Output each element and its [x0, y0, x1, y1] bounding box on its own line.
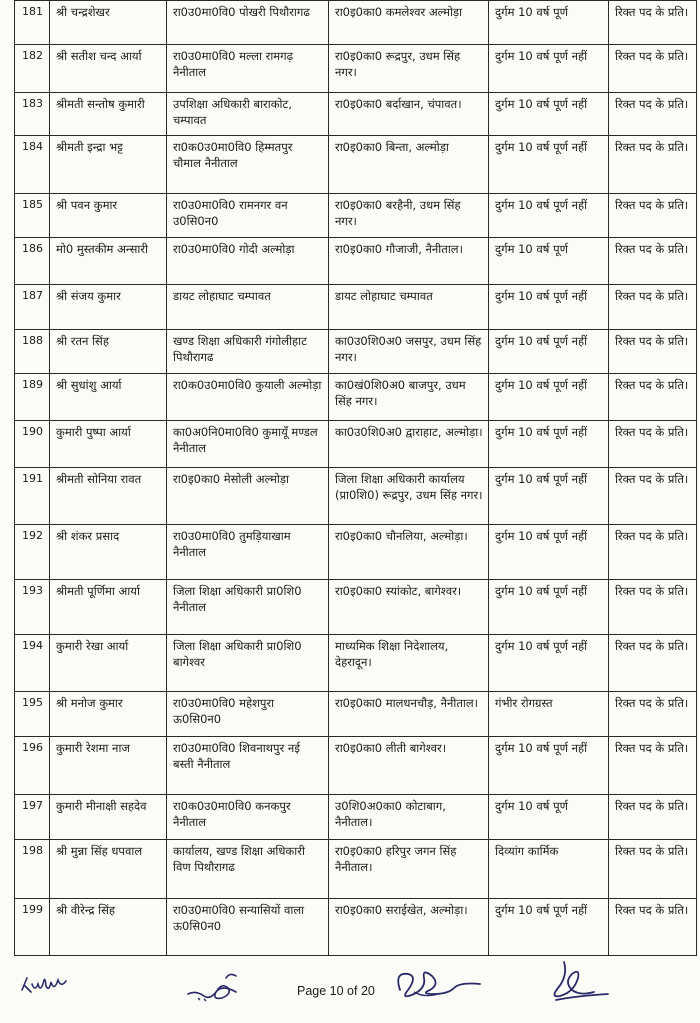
current-posting: उपशिक्षा अधिकारी बाराकोट, चम्पावत [167, 93, 329, 136]
transfer-reason: दुर्गम 10 वर्ष पूर्ण [489, 238, 609, 285]
new-posting: रा0इ0का0 सराईखेत, अल्मोड़ा। [329, 899, 489, 956]
serial-number: 197 [15, 795, 50, 840]
remark: रिक्त पद के प्रति। [609, 136, 697, 194]
current-posting: जिला शिक्षा अधिकारी प्रा0शि0 बागेश्वर [167, 635, 329, 692]
employee-name: श्री संजय कुमार [50, 285, 167, 330]
transfer-reason: दुर्गम 10 वर्ष पूर्ण [489, 795, 609, 840]
transfer-reason: दुर्गम 10 वर्ष पूर्ण नहीं [489, 45, 609, 93]
transfer-reason: दुर्गम 10 वर्ष पूर्ण नहीं [489, 737, 609, 795]
remark: रिक्त पद के प्रति। [609, 468, 697, 525]
transfer-reason: दुर्गम 10 वर्ष पूर्ण नहीं [489, 93, 609, 136]
new-posting: रा0इ0का0 बरहैनी, उधम सिंह नगर। [329, 194, 489, 238]
transfer-reason: दुर्गम 10 वर्ष पूर्ण नहीं [489, 330, 609, 374]
remark: रिक्त पद के प्रति। [609, 194, 697, 238]
employee-name: कुमारी रेखा आर्या [50, 635, 167, 692]
remark: रिक्त पद के प्रति। [609, 45, 697, 93]
current-posting: का0अ0नि0मा0वि0 कुमायूँ मण्डल नैनीताल [167, 421, 329, 468]
employee-name: श्री सतीश चन्द आर्या [50, 45, 167, 93]
table-row [15, 468, 697, 525]
serial-number: 199 [15, 899, 50, 956]
signature-mid-right [392, 962, 484, 1006]
remark: रिक्त पद के प्रति। [609, 795, 697, 840]
employee-name: श्रीमती सोनिया रावत [50, 468, 167, 525]
new-posting: का0उ0शि0अ0 द्वाराहाट, अल्मोड़ा। [329, 421, 489, 468]
new-posting: रा0इ0का0 गौजाजी, नैनीताल। [329, 238, 489, 285]
table-row [15, 840, 697, 899]
table-row [15, 1, 697, 45]
current-posting: रा0उ0मा0वि0 पोखरी पिथौरागढ [167, 1, 329, 45]
new-posting: रा0इ0का0 मालधनचौड़, नैनीताल। [329, 692, 489, 737]
current-posting: रा0क0उ0मा0वि0 हिम्मतपुर चौमाल नैनीताल [167, 136, 329, 194]
table-row [15, 374, 697, 421]
new-posting: रा0इ0का0 स्यांकोट, बागेश्वर। [329, 580, 489, 635]
serial-number: 194 [15, 635, 50, 692]
serial-number: 187 [15, 285, 50, 330]
remark: रिक्त पद के प्रति। [609, 692, 697, 737]
new-posting: डायट लोहाघाट चम्पावत [329, 285, 489, 330]
transfer-reason: दिव्यांग कार्मिक [489, 840, 609, 899]
current-posting: कार्यालय, खण्ड शिक्षा अधिकारी विण पिथौरागढ [167, 840, 329, 899]
page-number: Page 10 of 20 [297, 984, 375, 998]
transfer-reason: दुर्गम 10 वर्ष पूर्ण नहीं [489, 525, 609, 580]
new-posting: रा0इ0का0 बिन्ता, अल्मोड़ा [329, 136, 489, 194]
employee-name: श्री वीरेन्द्र सिंह [50, 899, 167, 956]
serial-number: 196 [15, 737, 50, 795]
remark: रिक्त पद के प्रति। [609, 285, 697, 330]
table-row [15, 525, 697, 580]
serial-number: 198 [15, 840, 50, 899]
serial-number: 184 [15, 136, 50, 194]
transfer-reason: दुर्गम 10 वर्ष पूर्ण नहीं [489, 285, 609, 330]
current-posting: रा0उ0मा0वि0 रामनगर वन उ0सि0न0 [167, 194, 329, 238]
employee-name: श्री पवन कुमार [50, 194, 167, 238]
remark: रिक्त पद के प्रति। [609, 330, 697, 374]
table-row [15, 136, 697, 194]
table-row [15, 285, 697, 330]
employee-name: श्रीमती इन्द्रा भट्ट [50, 136, 167, 194]
employee-name: श्री मनोज कुमार [50, 692, 167, 737]
new-posting: का0उ0शि0अ0 जसपुर, उधम सिंह नगर। [329, 330, 489, 374]
employee-name: श्री शंकर प्रसाद [50, 525, 167, 580]
employee-name: श्री चन्द्रशेखर [50, 1, 167, 45]
employee-name: कुमारी पुष्पा आर्या [50, 421, 167, 468]
remark: रिक्त पद के प्रति। [609, 525, 697, 580]
current-posting: रा0उ0मा0वि0 सन्यासियों वाला ऊ0सि0न0 [167, 899, 329, 956]
remark: रिक्त पद के प्रति। [609, 1, 697, 45]
transfer-reason: दुर्गम 10 वर्ष पूर्ण नहीं [489, 468, 609, 525]
table-row [15, 330, 697, 374]
serial-number: 188 [15, 330, 50, 374]
remark: रिक्त पद के प्रति। [609, 238, 697, 285]
table-row [15, 45, 697, 93]
serial-number: 189 [15, 374, 50, 421]
current-posting: रा0क0उ0मा0वि0 कनकपुर नैनीताल [167, 795, 329, 840]
table-row [15, 238, 697, 285]
current-posting: रा0उ0मा0वि0 तुमड़ियाखाम नैनीताल [167, 525, 329, 580]
current-posting: रा0इ0का0 मेसोली अल्मोड़ा [167, 468, 329, 525]
transfer-reason: गंभीर रोगग्रस्त [489, 692, 609, 737]
serial-number: 191 [15, 468, 50, 525]
current-posting: रा0क0उ0मा0वि0 कुयाली अल्मोड़ा [167, 374, 329, 421]
employee-name: कुमारी रेशमा नाज [50, 737, 167, 795]
current-posting: डायट लोहाघाट चम्पावत [167, 285, 329, 330]
employee-name: मो0 मुस्तकीम अन्सारी [50, 238, 167, 285]
new-posting: रा0इ0का0 हरिपुर जगन सिंह नैनीताल। [329, 840, 489, 899]
remark: रिक्त पद के प्रति। [609, 374, 697, 421]
serial-number: 182 [15, 45, 50, 93]
remark: रिक्त पद के प्रति। [609, 737, 697, 795]
serial-number: 185 [15, 194, 50, 238]
current-posting: रा0उ0मा0वि0 गोदी अल्मोड़ा [167, 238, 329, 285]
new-posting: रा0इ0का0 लीती बागेश्वर। [329, 737, 489, 795]
serial-number: 183 [15, 93, 50, 136]
transfer-table [14, 0, 697, 956]
remark: रिक्त पद के प्रति। [609, 840, 697, 899]
serial-number: 193 [15, 580, 50, 635]
table-row [15, 899, 697, 956]
remark: रिक्त पद के प्रति। [609, 421, 697, 468]
transfer-reason: दुर्गम 10 वर्ष पूर्ण नहीं [489, 194, 609, 238]
table-row [15, 795, 697, 840]
employee-name: श्री सुधांशु आर्या [50, 374, 167, 421]
new-posting: उ0शि0अ0का0 कोटाबाग, नैनीताल। [329, 795, 489, 840]
signature-right [536, 956, 616, 1006]
serial-number: 181 [15, 1, 50, 45]
serial-number: 186 [15, 238, 50, 285]
current-posting: रा0उ0मा0वि0 मल्ला रामगढ़ नैनीताल [167, 45, 329, 93]
table-row [15, 737, 697, 795]
transfer-reason: दुर्गम 10 वर्ष पूर्ण नहीं [489, 580, 609, 635]
table-body [15, 1, 697, 956]
table-row [15, 692, 697, 737]
signature-mid-left [182, 968, 252, 1004]
current-posting: रा0उ0मा0वि0 शिवनाथपुर नई बस्ती नैनीताल [167, 737, 329, 795]
transfer-reason: दुर्गम 10 वर्ष पूर्ण नहीं [489, 374, 609, 421]
table-row [15, 635, 697, 692]
employee-name: श्रीमती सन्तोष कुमारी [50, 93, 167, 136]
serial-number: 195 [15, 692, 50, 737]
employee-name: श्री मुन्ना सिंह धपवाल [50, 840, 167, 899]
new-posting: जिला शिक्षा अधिकारी कार्यालय (प्रा0शि0) रूद्रपुर, उधम सिंह नगर। [329, 468, 489, 525]
table-row [15, 93, 697, 136]
new-posting: का0खं0शि0अ0 बाजपुर, उधम सिंह नगर। [329, 374, 489, 421]
table-row [15, 194, 697, 238]
current-posting: रा0उ0मा0वि0 महेशपुरा ऊ0सि0न0 [167, 692, 329, 737]
remark: रिक्त पद के प्रति। [609, 635, 697, 692]
current-posting: जिला शिक्षा अधिकारी प्रा0शि0 नैनीताल [167, 580, 329, 635]
transfer-reason: दुर्गम 10 वर्ष पूर्ण नहीं [489, 635, 609, 692]
transfer-reason: दुर्गम 10 वर्ष पूर्ण नहीं [489, 899, 609, 956]
serial-number: 192 [15, 525, 50, 580]
new-posting: माध्यमिक शिक्षा निदेशालय, देहरादून। [329, 635, 489, 692]
serial-number: 190 [15, 421, 50, 468]
remark: रिक्त पद के प्रति। [609, 580, 697, 635]
signature-left [18, 970, 88, 1000]
remark: रिक्त पद के प्रति। [609, 899, 697, 956]
transfer-reason: दुर्गम 10 वर्ष पूर्ण नहीं [489, 136, 609, 194]
new-posting: रा0इ0का0 बर्दाखान, चंपावत। [329, 93, 489, 136]
new-posting: रा0इ0का0 रूद्रपुर, उधम सिंह नगर। [329, 45, 489, 93]
transfer-reason: दुर्गम 10 वर्ष पूर्ण [489, 1, 609, 45]
employee-name: कुमारी मीनाक्षी सहदेव [50, 795, 167, 840]
new-posting: रा0इ0का0 चौनलिया, अल्मोड़ा। [329, 525, 489, 580]
table-row [15, 421, 697, 468]
table-row [15, 580, 697, 635]
current-posting: खण्ड शिक्षा अधिकारी गंगोलीहाट पिथौरागढ [167, 330, 329, 374]
transfer-reason: दुर्गम 10 वर्ष पूर्ण नहीं [489, 421, 609, 468]
employee-name: श्री रतन सिंह [50, 330, 167, 374]
remark: रिक्त पद के प्रति। [609, 93, 697, 136]
new-posting: रा0इ0का0 कमलेश्वर अल्मोड़ा [329, 1, 489, 45]
employee-name: श्रीमती पूर्णिमा आर्या [50, 580, 167, 635]
